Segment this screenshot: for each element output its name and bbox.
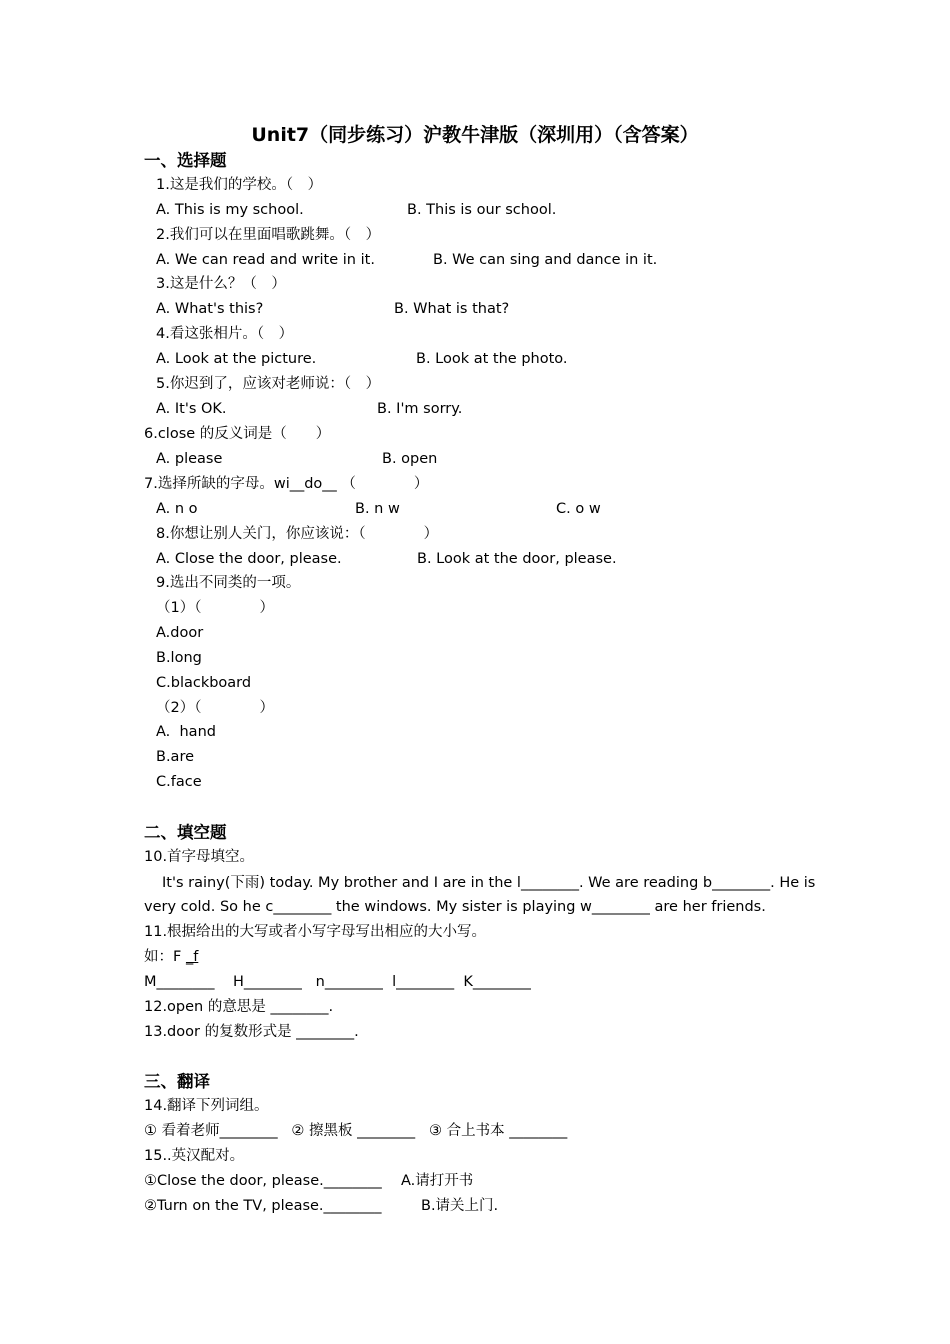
q7-option-b: B. n w bbox=[355, 501, 400, 517]
q9-sub1-option-a: A.door bbox=[156, 625, 204, 641]
q11-items: M________ H________ n________ l________ K________ bbox=[144, 974, 531, 990]
q5-option-a: A. It's OK. bbox=[156, 401, 227, 417]
question-4: 4.看这张相片。（ ） bbox=[156, 326, 294, 342]
section-heading-fill: 二、填空题 bbox=[144, 823, 227, 842]
q15-row-1-left: ①Close the door, please.________ bbox=[144, 1173, 382, 1189]
question-2: 2.我们可以在里面唱歌跳舞。（ ） bbox=[156, 227, 381, 243]
q10-passage-line-2: very cold. So he c________ the windows. My sister is playing w________ are her friends. bbox=[144, 899, 766, 915]
q11-example-label: 如：F bbox=[144, 949, 186, 965]
q1-option-b: B. This is our school. bbox=[407, 202, 557, 218]
q5-option-b: B. I'm sorry. bbox=[377, 401, 463, 417]
question-9: 9.选出不同类的一项。 bbox=[156, 575, 301, 591]
q4-option-a: A. Look at the picture. bbox=[156, 351, 317, 367]
q1-option-a: A. This is my school. bbox=[156, 202, 304, 218]
q9-sub-1: （1）（ ） bbox=[156, 600, 274, 616]
q11-example-answer: _f bbox=[185, 949, 199, 965]
question-5: 5.你迟到了，应该对老师说：（ ） bbox=[156, 376, 381, 392]
q9-sub2-option-b: B.are bbox=[156, 749, 195, 765]
question-1: 1.这是我们的学校。（ ） bbox=[156, 177, 323, 193]
question-6: 6.close 的反义词是（ ） bbox=[144, 426, 331, 442]
question-12: 12.open 的意思是 ________. bbox=[144, 999, 334, 1015]
q7-option-c: C. o w bbox=[556, 501, 601, 517]
q15-row-2-right: B.请关上门. bbox=[421, 1198, 499, 1214]
question-3: 3.这是什么？（ ） bbox=[156, 276, 286, 292]
q3-option-b: B. What is that? bbox=[394, 301, 510, 317]
q2-option-a: A. We can read and write in it. bbox=[156, 252, 375, 268]
q14-items: ① 看着老师________ ② 擦黑板 ________ ③ 合上书本 ________ bbox=[144, 1123, 568, 1139]
question-13: 13.door 的复数形式是 ________. bbox=[144, 1024, 359, 1040]
question-8: 8.你想让别人关门，你应该说：（ ） bbox=[156, 526, 439, 542]
q10-passage-line-1: It's rainy(下雨) today. My brother and I are in the l________. We are reading b________. He is bbox=[162, 875, 816, 891]
q9-sub1-option-b: B.long bbox=[156, 650, 202, 666]
question-15: 15..英汉配对。 bbox=[144, 1148, 245, 1164]
q9-sub1-option-c: C.blackboard bbox=[156, 675, 252, 691]
q9-sub-2: （2）（ ） bbox=[156, 700, 274, 716]
q3-option-a: A. What's this? bbox=[156, 301, 264, 317]
q7-option-a: A. n o bbox=[156, 501, 198, 517]
q4-option-b: B. Look at the photo. bbox=[416, 351, 568, 367]
question-14: 14.翻译下列词组。 bbox=[144, 1098, 269, 1114]
q9-sub2-option-a: A. hand bbox=[156, 724, 216, 740]
question-11: 11.根据给出的大写或者小写字母写出相应的大小写。 bbox=[144, 924, 487, 940]
q15-row-1-right: A.请打开书 bbox=[401, 1173, 474, 1189]
q15-row-2-left: ②Turn on the TV, please.________ bbox=[144, 1198, 382, 1214]
question-7: 7.选择所缺的字母。wi__do__ （ ） bbox=[144, 476, 429, 492]
q11-example bbox=[144, 947, 198, 967]
q9-sub2-option-c: C.face bbox=[156, 774, 202, 790]
page-title: Unit7（同步练习）沪教牛津版（深圳用）（含答案） bbox=[251, 124, 699, 146]
q6-option-a: A. please bbox=[156, 451, 223, 467]
question-10: 10.首字母填空。 bbox=[144, 849, 255, 865]
q6-option-b: B. open bbox=[382, 451, 438, 467]
q8-option-a: A. Close the door, please. bbox=[156, 551, 342, 567]
section-heading-choice: 一、选择题 bbox=[144, 151, 227, 170]
section-heading-translate: 三、翻译 bbox=[144, 1072, 210, 1091]
q8-option-b: B. Look at the door, please. bbox=[417, 551, 617, 567]
q2-option-b: B. We can sing and dance in it. bbox=[433, 252, 658, 268]
